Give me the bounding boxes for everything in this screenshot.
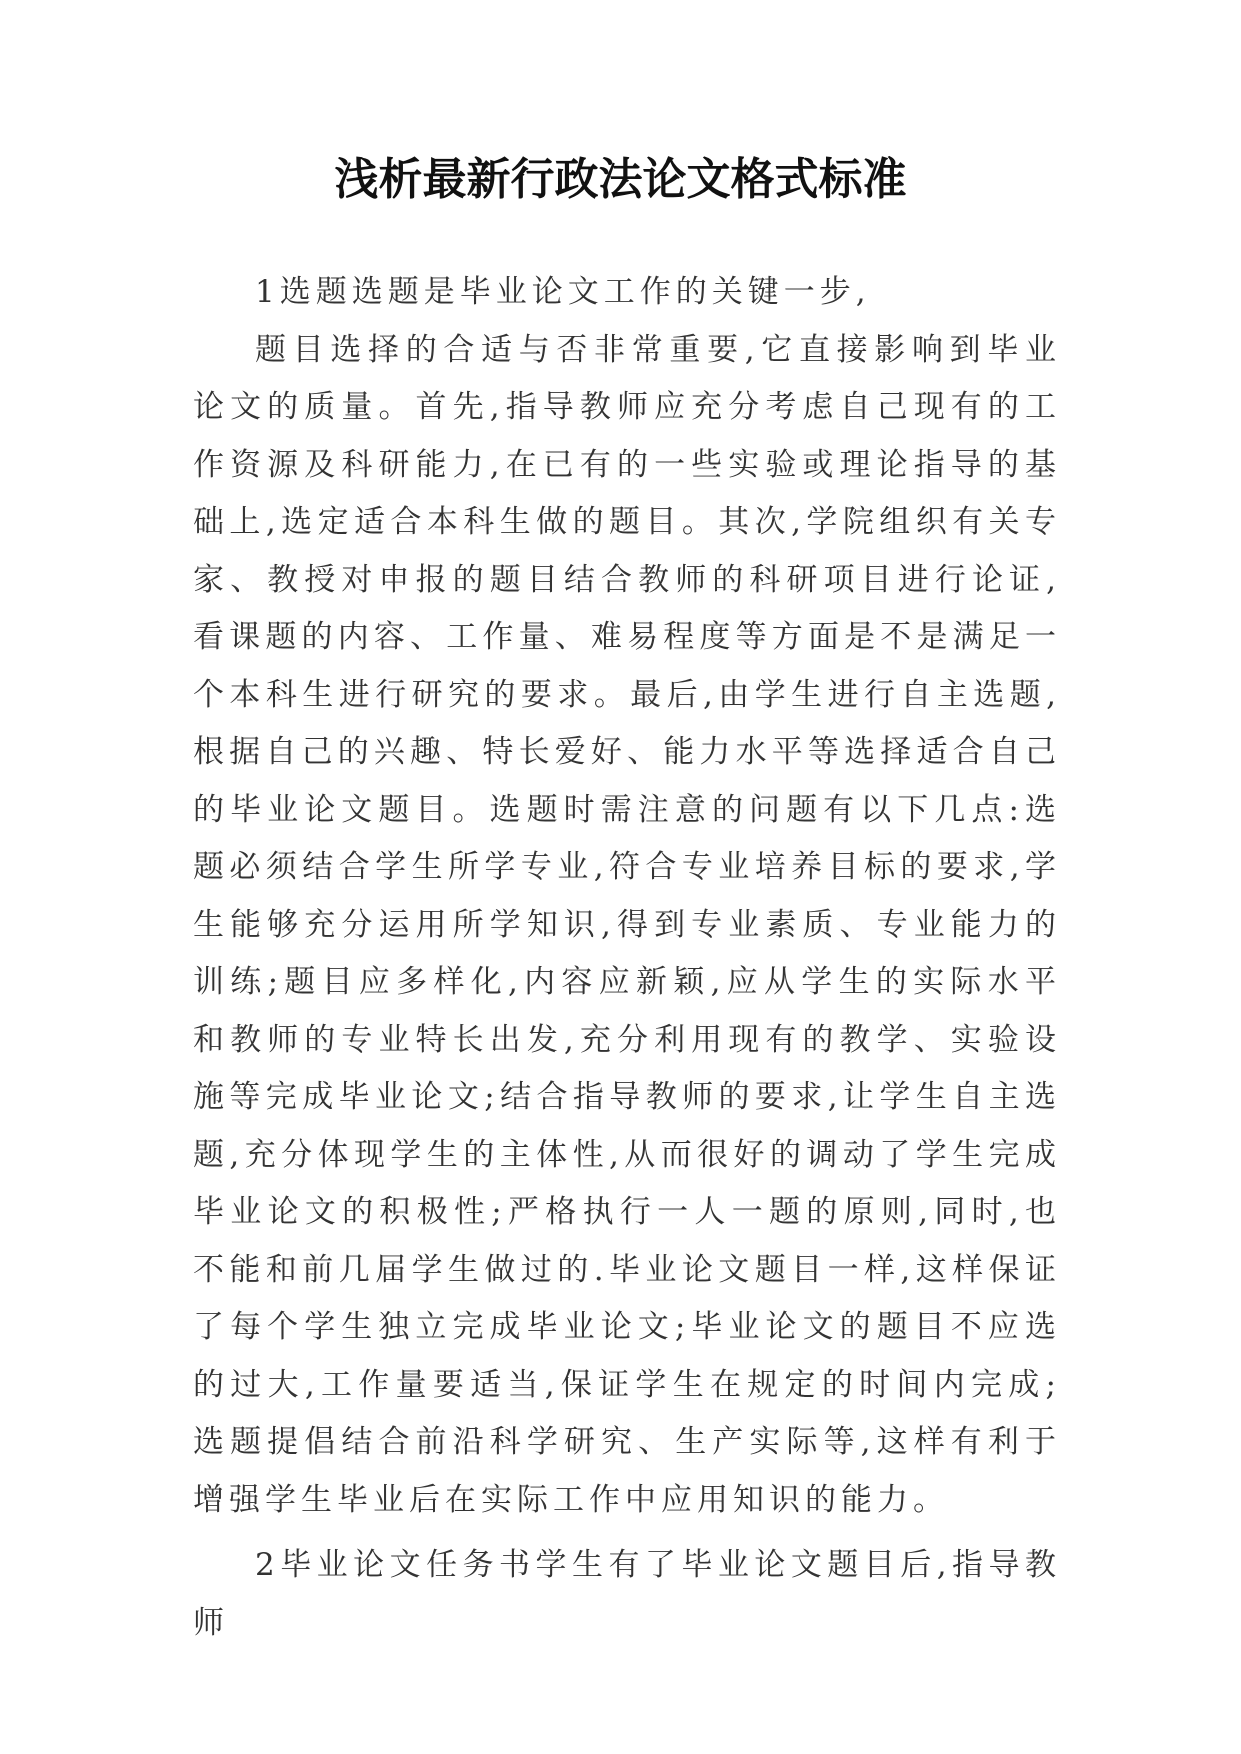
paragraph-3: 2毕业论文任务书学生有了毕业论文题目后,指导教师 — [193, 1547, 1061, 1641]
paragraph-2: 题目选择的合适与否非常重要,它直接影响到毕业论文的质量。首先,指导教师应充分考虑自己现有的工作资源及科研能力,在已有的一些实验或理论指导的基础上,选定适合本科生做的题目。其次,学院组织有关专家、教授对申报的题目结合教师的科研项目进行论证,看课题的内容、工作量、难易程度等方面是不是满足一个本科生进行研究的要求。最后,由学生进行自主选题,根据自己的兴趣、特长爱好、能力水平等选择适合自己的毕业论文题目。选题时需注意的问题有以下几点:选题必须结合学生所学专业,符合专业培养目标的要求,学生能够充分运用所学知识,得到专业素质、专业能力的训练;题目应多样化,内容应新颖,应从学生的实际水平和教师的专业特长出发,充分利用现有的教学、实验设施等完成毕业论文;结合指导教师的要求,让学生自主选题,充分体现学生的主体性,从而很好的调动了学生完成毕业论文的积极性;严格执行一人一题的原则,同时,也不能和前几届学生做过的.毕业论文题目一样,这样保证了每个学生独立完成毕业论文;毕业论文的题目不应选的过大,工作量要适当,保证学生在规定的时间内完成;选题提倡结合前沿科学研究、生产实际等,这样有利于增强学生毕业后在实际工作中应用知识的能力。 — [193, 331, 1061, 1518]
paragraph-1: 1选题选题是毕业论文工作的关键一步, — [255, 274, 871, 310]
document-body — [193, 264, 1061, 1652]
document-title: 浅析最新行政法论文格式标准 — [334, 154, 907, 205]
